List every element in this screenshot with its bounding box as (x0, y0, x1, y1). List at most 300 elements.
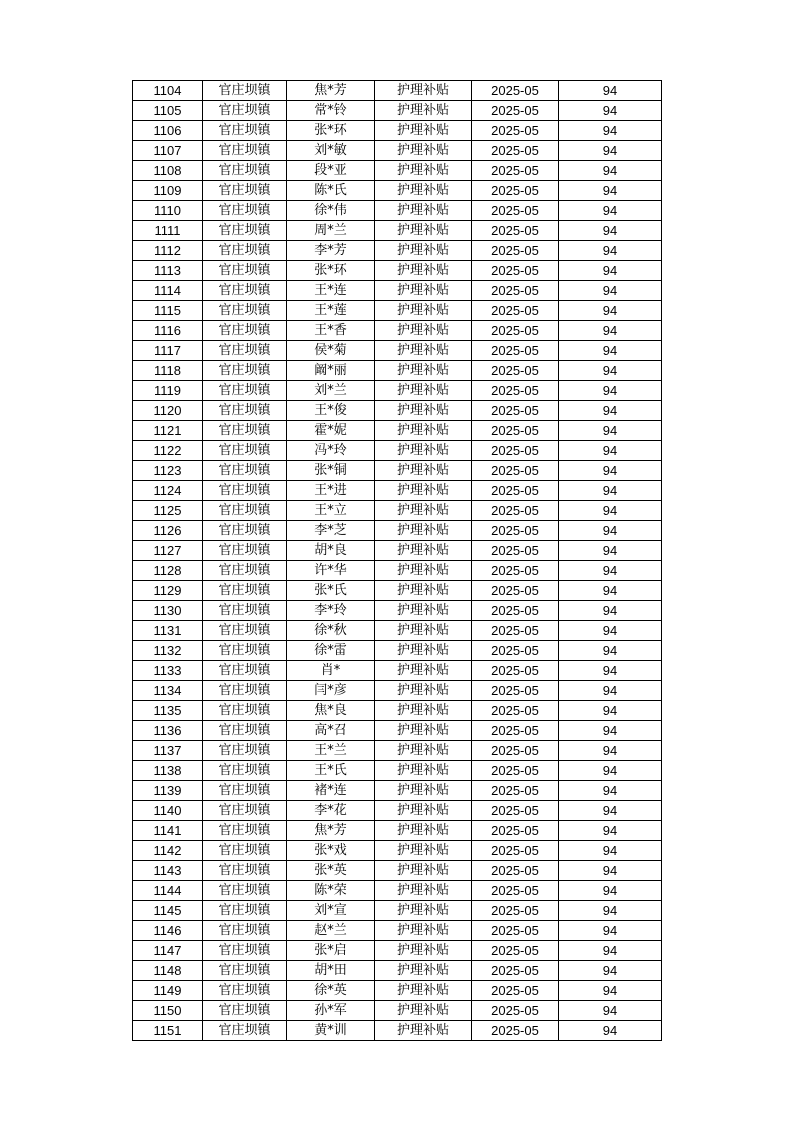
subsidy-type-cell: 护理补贴 (375, 301, 472, 321)
period-cell: 2025-05 (472, 101, 559, 121)
name-cell: 周*兰 (287, 221, 375, 241)
amount-cell: 94 (559, 641, 662, 661)
name-cell: 段*亚 (287, 161, 375, 181)
township-cell: 官庄坝镇 (203, 1001, 287, 1021)
table-body (133, 81, 662, 1041)
name-cell: 常*铃 (287, 101, 375, 121)
township-cell: 官庄坝镇 (203, 141, 287, 161)
period-cell: 2025-05 (472, 1021, 559, 1041)
row-number-cell: 1119 (133, 381, 203, 401)
period-cell: 2025-05 (472, 261, 559, 281)
table-row (133, 341, 662, 361)
table-row (133, 981, 662, 1001)
row-number-cell: 1117 (133, 341, 203, 361)
name-cell: 张*氏 (287, 581, 375, 601)
period-cell: 2025-05 (472, 161, 559, 181)
row-number-cell: 1112 (133, 241, 203, 261)
township-cell: 官庄坝镇 (203, 741, 287, 761)
period-cell: 2025-05 (472, 441, 559, 461)
name-cell: 赵*兰 (287, 921, 375, 941)
row-number-cell: 1108 (133, 161, 203, 181)
row-number-cell: 1131 (133, 621, 203, 641)
township-cell: 官庄坝镇 (203, 901, 287, 921)
township-cell: 官庄坝镇 (203, 541, 287, 561)
name-cell: 张*英 (287, 861, 375, 881)
amount-cell: 94 (559, 601, 662, 621)
period-cell: 2025-05 (472, 641, 559, 661)
table-row (133, 161, 662, 181)
name-cell: 王*氏 (287, 761, 375, 781)
subsidy-type-cell: 护理补贴 (375, 121, 472, 141)
amount-cell: 94 (559, 861, 662, 881)
table-row (133, 241, 662, 261)
table-row (133, 901, 662, 921)
township-cell: 官庄坝镇 (203, 361, 287, 381)
township-cell: 官庄坝镇 (203, 881, 287, 901)
subsidy-type-cell: 护理补贴 (375, 801, 472, 821)
name-cell: 张*铜 (287, 461, 375, 481)
period-cell: 2025-05 (472, 141, 559, 161)
name-cell: 李*玲 (287, 601, 375, 621)
row-number-cell: 1150 (133, 1001, 203, 1021)
subsidy-type-cell: 护理补贴 (375, 761, 472, 781)
amount-cell: 94 (559, 401, 662, 421)
row-number-cell: 1145 (133, 901, 203, 921)
amount-cell: 94 (559, 761, 662, 781)
subsidy-type-cell: 护理补贴 (375, 881, 472, 901)
name-cell: 李*花 (287, 801, 375, 821)
subsidy-type-cell: 护理补贴 (375, 281, 472, 301)
name-cell: 李*芳 (287, 241, 375, 261)
subsidy-type-cell: 护理补贴 (375, 101, 472, 121)
amount-cell: 94 (559, 521, 662, 541)
amount-cell: 94 (559, 721, 662, 741)
township-cell: 官庄坝镇 (203, 441, 287, 461)
subsidy-type-cell: 护理补贴 (375, 401, 472, 421)
row-number-cell: 1139 (133, 781, 203, 801)
amount-cell: 94 (559, 161, 662, 181)
name-cell: 陈*荣 (287, 881, 375, 901)
township-cell: 官庄坝镇 (203, 981, 287, 1001)
name-cell: 徐*英 (287, 981, 375, 1001)
row-number-cell: 1146 (133, 921, 203, 941)
period-cell: 2025-05 (472, 321, 559, 341)
period-cell: 2025-05 (472, 821, 559, 841)
amount-cell: 94 (559, 841, 662, 861)
period-cell: 2025-05 (472, 341, 559, 361)
subsidy-type-cell: 护理补贴 (375, 1001, 472, 1021)
table-row (133, 381, 662, 401)
subsidy-type-cell: 护理补贴 (375, 221, 472, 241)
row-number-cell: 1114 (133, 281, 203, 301)
township-cell: 官庄坝镇 (203, 601, 287, 621)
period-cell: 2025-05 (472, 281, 559, 301)
table-row (133, 961, 662, 981)
amount-cell: 94 (559, 421, 662, 441)
row-number-cell: 1133 (133, 661, 203, 681)
period-cell: 2025-05 (472, 941, 559, 961)
table-row (133, 581, 662, 601)
township-cell: 官庄坝镇 (203, 121, 287, 141)
subsidy-type-cell: 护理补贴 (375, 261, 472, 281)
amount-cell: 94 (559, 621, 662, 641)
name-cell: 刘*敏 (287, 141, 375, 161)
row-number-cell: 1135 (133, 701, 203, 721)
row-number-cell: 1132 (133, 641, 203, 661)
table-row (133, 921, 662, 941)
period-cell: 2025-05 (472, 1001, 559, 1021)
subsidy-type-cell: 护理补贴 (375, 341, 472, 361)
period-cell: 2025-05 (472, 801, 559, 821)
subsidy-type-cell: 护理补贴 (375, 661, 472, 681)
name-cell: 徐*秋 (287, 621, 375, 641)
name-cell: 王*香 (287, 321, 375, 341)
row-number-cell: 1142 (133, 841, 203, 861)
township-cell: 官庄坝镇 (203, 201, 287, 221)
township-cell: 官庄坝镇 (203, 721, 287, 741)
name-cell: 徐*伟 (287, 201, 375, 221)
row-number-cell: 1125 (133, 501, 203, 521)
amount-cell: 94 (559, 481, 662, 501)
table-row (133, 621, 662, 641)
table-row (133, 761, 662, 781)
subsidy-type-cell: 护理补贴 (375, 861, 472, 881)
name-cell: 张*环 (287, 261, 375, 281)
amount-cell: 94 (559, 201, 662, 221)
table-row (133, 101, 662, 121)
subsidy-type-cell: 护理补贴 (375, 501, 472, 521)
table-row (133, 461, 662, 481)
township-cell: 官庄坝镇 (203, 861, 287, 881)
amount-cell: 94 (559, 261, 662, 281)
row-number-cell: 1105 (133, 101, 203, 121)
table-row (133, 201, 662, 221)
subsidy-table (132, 80, 662, 1041)
subsidy-type-cell: 护理补贴 (375, 541, 472, 561)
amount-cell: 94 (559, 501, 662, 521)
amount-cell: 94 (559, 741, 662, 761)
period-cell: 2025-05 (472, 581, 559, 601)
period-cell: 2025-05 (472, 561, 559, 581)
township-cell: 官庄坝镇 (203, 401, 287, 421)
table-row (133, 841, 662, 861)
subsidy-type-cell: 护理补贴 (375, 521, 472, 541)
period-cell: 2025-05 (472, 201, 559, 221)
row-number-cell: 1130 (133, 601, 203, 621)
period-cell: 2025-05 (472, 961, 559, 981)
period-cell: 2025-05 (472, 241, 559, 261)
table-row (133, 721, 662, 741)
period-cell: 2025-05 (472, 681, 559, 701)
township-cell: 官庄坝镇 (203, 701, 287, 721)
row-number-cell: 1143 (133, 861, 203, 881)
subsidy-type-cell: 护理补贴 (375, 421, 472, 441)
row-number-cell: 1113 (133, 261, 203, 281)
subsidy-type-cell: 护理补贴 (375, 201, 472, 221)
row-number-cell: 1137 (133, 741, 203, 761)
name-cell: 肖* (287, 661, 375, 681)
table-row (133, 141, 662, 161)
subsidy-type-cell: 护理补贴 (375, 561, 472, 581)
table-row (133, 941, 662, 961)
period-cell: 2025-05 (472, 921, 559, 941)
subsidy-type-cell: 护理补贴 (375, 701, 472, 721)
subsidy-type-cell: 护理补贴 (375, 961, 472, 981)
amount-cell: 94 (559, 821, 662, 841)
amount-cell: 94 (559, 901, 662, 921)
table-row (133, 441, 662, 461)
period-cell: 2025-05 (472, 661, 559, 681)
table-row (133, 1021, 662, 1041)
amount-cell: 94 (559, 921, 662, 941)
subsidy-type-cell: 护理补贴 (375, 981, 472, 1001)
township-cell: 官庄坝镇 (203, 461, 287, 481)
subsidy-type-cell: 护理补贴 (375, 601, 472, 621)
township-cell: 官庄坝镇 (203, 641, 287, 661)
row-number-cell: 1115 (133, 301, 203, 321)
amount-cell: 94 (559, 301, 662, 321)
name-cell: 王*连 (287, 281, 375, 301)
period-cell: 2025-05 (472, 481, 559, 501)
subsidy-type-cell: 护理补贴 (375, 641, 472, 661)
name-cell: 黄*训 (287, 1021, 375, 1041)
table-row (133, 561, 662, 581)
row-number-cell: 1138 (133, 761, 203, 781)
amount-cell: 94 (559, 681, 662, 701)
township-cell: 官庄坝镇 (203, 841, 287, 861)
name-cell: 刘*兰 (287, 381, 375, 401)
table-row (133, 481, 662, 501)
subsidy-type-cell: 护理补贴 (375, 441, 472, 461)
row-number-cell: 1141 (133, 821, 203, 841)
amount-cell: 94 (559, 941, 662, 961)
table-row (133, 1001, 662, 1021)
row-number-cell: 1144 (133, 881, 203, 901)
amount-cell: 94 (559, 221, 662, 241)
subsidy-type-cell: 护理补贴 (375, 141, 472, 161)
township-cell: 官庄坝镇 (203, 381, 287, 401)
amount-cell: 94 (559, 781, 662, 801)
township-cell: 官庄坝镇 (203, 1021, 287, 1041)
row-number-cell: 1109 (133, 181, 203, 201)
subsidy-type-cell: 护理补贴 (375, 461, 472, 481)
subsidy-type-cell: 护理补贴 (375, 681, 472, 701)
period-cell: 2025-05 (472, 721, 559, 741)
amount-cell: 94 (559, 461, 662, 481)
township-cell: 官庄坝镇 (203, 241, 287, 261)
table-row (133, 261, 662, 281)
subsidy-type-cell: 护理补贴 (375, 721, 472, 741)
name-cell: 王*莲 (287, 301, 375, 321)
row-number-cell: 1107 (133, 141, 203, 161)
subsidy-type-cell: 护理补贴 (375, 941, 472, 961)
amount-cell: 94 (559, 561, 662, 581)
period-cell: 2025-05 (472, 901, 559, 921)
amount-cell: 94 (559, 321, 662, 341)
table-row (133, 321, 662, 341)
amount-cell: 94 (559, 801, 662, 821)
name-cell: 王*兰 (287, 741, 375, 761)
name-cell: 许*华 (287, 561, 375, 581)
table-row (133, 601, 662, 621)
township-cell: 官庄坝镇 (203, 781, 287, 801)
period-cell: 2025-05 (472, 541, 559, 561)
period-cell: 2025-05 (472, 421, 559, 441)
township-cell: 官庄坝镇 (203, 481, 287, 501)
period-cell: 2025-05 (472, 221, 559, 241)
table-row (133, 641, 662, 661)
amount-cell: 94 (559, 281, 662, 301)
name-cell: 褚*连 (287, 781, 375, 801)
row-number-cell: 1104 (133, 81, 203, 101)
township-cell: 官庄坝镇 (203, 621, 287, 641)
township-cell: 官庄坝镇 (203, 801, 287, 821)
table-row (133, 281, 662, 301)
period-cell: 2025-05 (472, 781, 559, 801)
table-row (133, 81, 662, 101)
period-cell: 2025-05 (472, 701, 559, 721)
table-row (133, 661, 662, 681)
table-row (133, 501, 662, 521)
township-cell: 官庄坝镇 (203, 941, 287, 961)
period-cell: 2025-05 (472, 81, 559, 101)
row-number-cell: 1148 (133, 961, 203, 981)
name-cell: 胡*田 (287, 961, 375, 981)
subsidy-type-cell: 护理补贴 (375, 81, 472, 101)
period-cell: 2025-05 (472, 981, 559, 1001)
subsidy-type-cell: 护理补贴 (375, 181, 472, 201)
township-cell: 官庄坝镇 (203, 681, 287, 701)
subsidy-type-cell: 护理补贴 (375, 1021, 472, 1041)
amount-cell: 94 (559, 961, 662, 981)
township-cell: 官庄坝镇 (203, 761, 287, 781)
table-row (133, 801, 662, 821)
name-cell: 张*戏 (287, 841, 375, 861)
township-cell: 官庄坝镇 (203, 261, 287, 281)
row-number-cell: 1124 (133, 481, 203, 501)
name-cell: 陈*氏 (287, 181, 375, 201)
row-number-cell: 1110 (133, 201, 203, 221)
township-cell: 官庄坝镇 (203, 341, 287, 361)
row-number-cell: 1147 (133, 941, 203, 961)
subsidy-type-cell: 护理补贴 (375, 741, 472, 761)
period-cell: 2025-05 (472, 181, 559, 201)
row-number-cell: 1149 (133, 981, 203, 1001)
amount-cell: 94 (559, 981, 662, 1001)
amount-cell: 94 (559, 341, 662, 361)
row-number-cell: 1123 (133, 461, 203, 481)
row-number-cell: 1129 (133, 581, 203, 601)
township-cell: 官庄坝镇 (203, 921, 287, 941)
row-number-cell: 1121 (133, 421, 203, 441)
subsidy-type-cell: 护理补贴 (375, 821, 472, 841)
period-cell: 2025-05 (472, 521, 559, 541)
subsidy-type-cell: 护理补贴 (375, 161, 472, 181)
name-cell: 阚*丽 (287, 361, 375, 381)
table-row (133, 421, 662, 441)
amount-cell: 94 (559, 241, 662, 261)
township-cell: 官庄坝镇 (203, 181, 287, 201)
period-cell: 2025-05 (472, 861, 559, 881)
township-cell: 官庄坝镇 (203, 81, 287, 101)
table-row (133, 821, 662, 841)
name-cell: 高*召 (287, 721, 375, 741)
amount-cell: 94 (559, 381, 662, 401)
amount-cell: 94 (559, 181, 662, 201)
table-row (133, 181, 662, 201)
name-cell: 徐*雷 (287, 641, 375, 661)
township-cell: 官庄坝镇 (203, 501, 287, 521)
subsidy-type-cell: 护理补贴 (375, 241, 472, 261)
name-cell: 闫*彦 (287, 681, 375, 701)
row-number-cell: 1134 (133, 681, 203, 701)
row-number-cell: 1128 (133, 561, 203, 581)
name-cell: 焦*芳 (287, 81, 375, 101)
subsidy-type-cell: 护理补贴 (375, 841, 472, 861)
period-cell: 2025-05 (472, 741, 559, 761)
amount-cell: 94 (559, 81, 662, 101)
amount-cell: 94 (559, 361, 662, 381)
table-row (133, 121, 662, 141)
subsidy-type-cell: 护理补贴 (375, 921, 472, 941)
row-number-cell: 1127 (133, 541, 203, 561)
period-cell: 2025-05 (472, 881, 559, 901)
period-cell: 2025-05 (472, 301, 559, 321)
row-number-cell: 1120 (133, 401, 203, 421)
table-row (133, 741, 662, 761)
name-cell: 侯*菊 (287, 341, 375, 361)
name-cell: 张*环 (287, 121, 375, 141)
name-cell: 刘*宣 (287, 901, 375, 921)
period-cell: 2025-05 (472, 841, 559, 861)
township-cell: 官庄坝镇 (203, 101, 287, 121)
subsidy-type-cell: 护理补贴 (375, 361, 472, 381)
amount-cell: 94 (559, 581, 662, 601)
township-cell: 官庄坝镇 (203, 661, 287, 681)
amount-cell: 94 (559, 661, 662, 681)
township-cell: 官庄坝镇 (203, 281, 287, 301)
period-cell: 2025-05 (472, 381, 559, 401)
subsidy-type-cell: 护理补贴 (375, 781, 472, 801)
name-cell: 张*启 (287, 941, 375, 961)
subsidy-type-cell: 护理补贴 (375, 321, 472, 341)
table-row (133, 881, 662, 901)
period-cell: 2025-05 (472, 621, 559, 641)
amount-cell: 94 (559, 441, 662, 461)
table-row (133, 701, 662, 721)
subsidy-type-cell: 护理补贴 (375, 581, 472, 601)
name-cell: 冯*玲 (287, 441, 375, 461)
row-number-cell: 1151 (133, 1021, 203, 1041)
name-cell: 王*进 (287, 481, 375, 501)
township-cell: 官庄坝镇 (203, 561, 287, 581)
row-number-cell: 1136 (133, 721, 203, 741)
township-cell: 官庄坝镇 (203, 821, 287, 841)
amount-cell: 94 (559, 141, 662, 161)
amount-cell: 94 (559, 541, 662, 561)
township-cell: 官庄坝镇 (203, 321, 287, 341)
row-number-cell: 1111 (133, 221, 203, 241)
period-cell: 2025-05 (472, 461, 559, 481)
row-number-cell: 1106 (133, 121, 203, 141)
amount-cell: 94 (559, 701, 662, 721)
township-cell: 官庄坝镇 (203, 581, 287, 601)
table-row (133, 301, 662, 321)
table-row (133, 361, 662, 381)
period-cell: 2025-05 (472, 361, 559, 381)
township-cell: 官庄坝镇 (203, 301, 287, 321)
name-cell: 胡*良 (287, 541, 375, 561)
